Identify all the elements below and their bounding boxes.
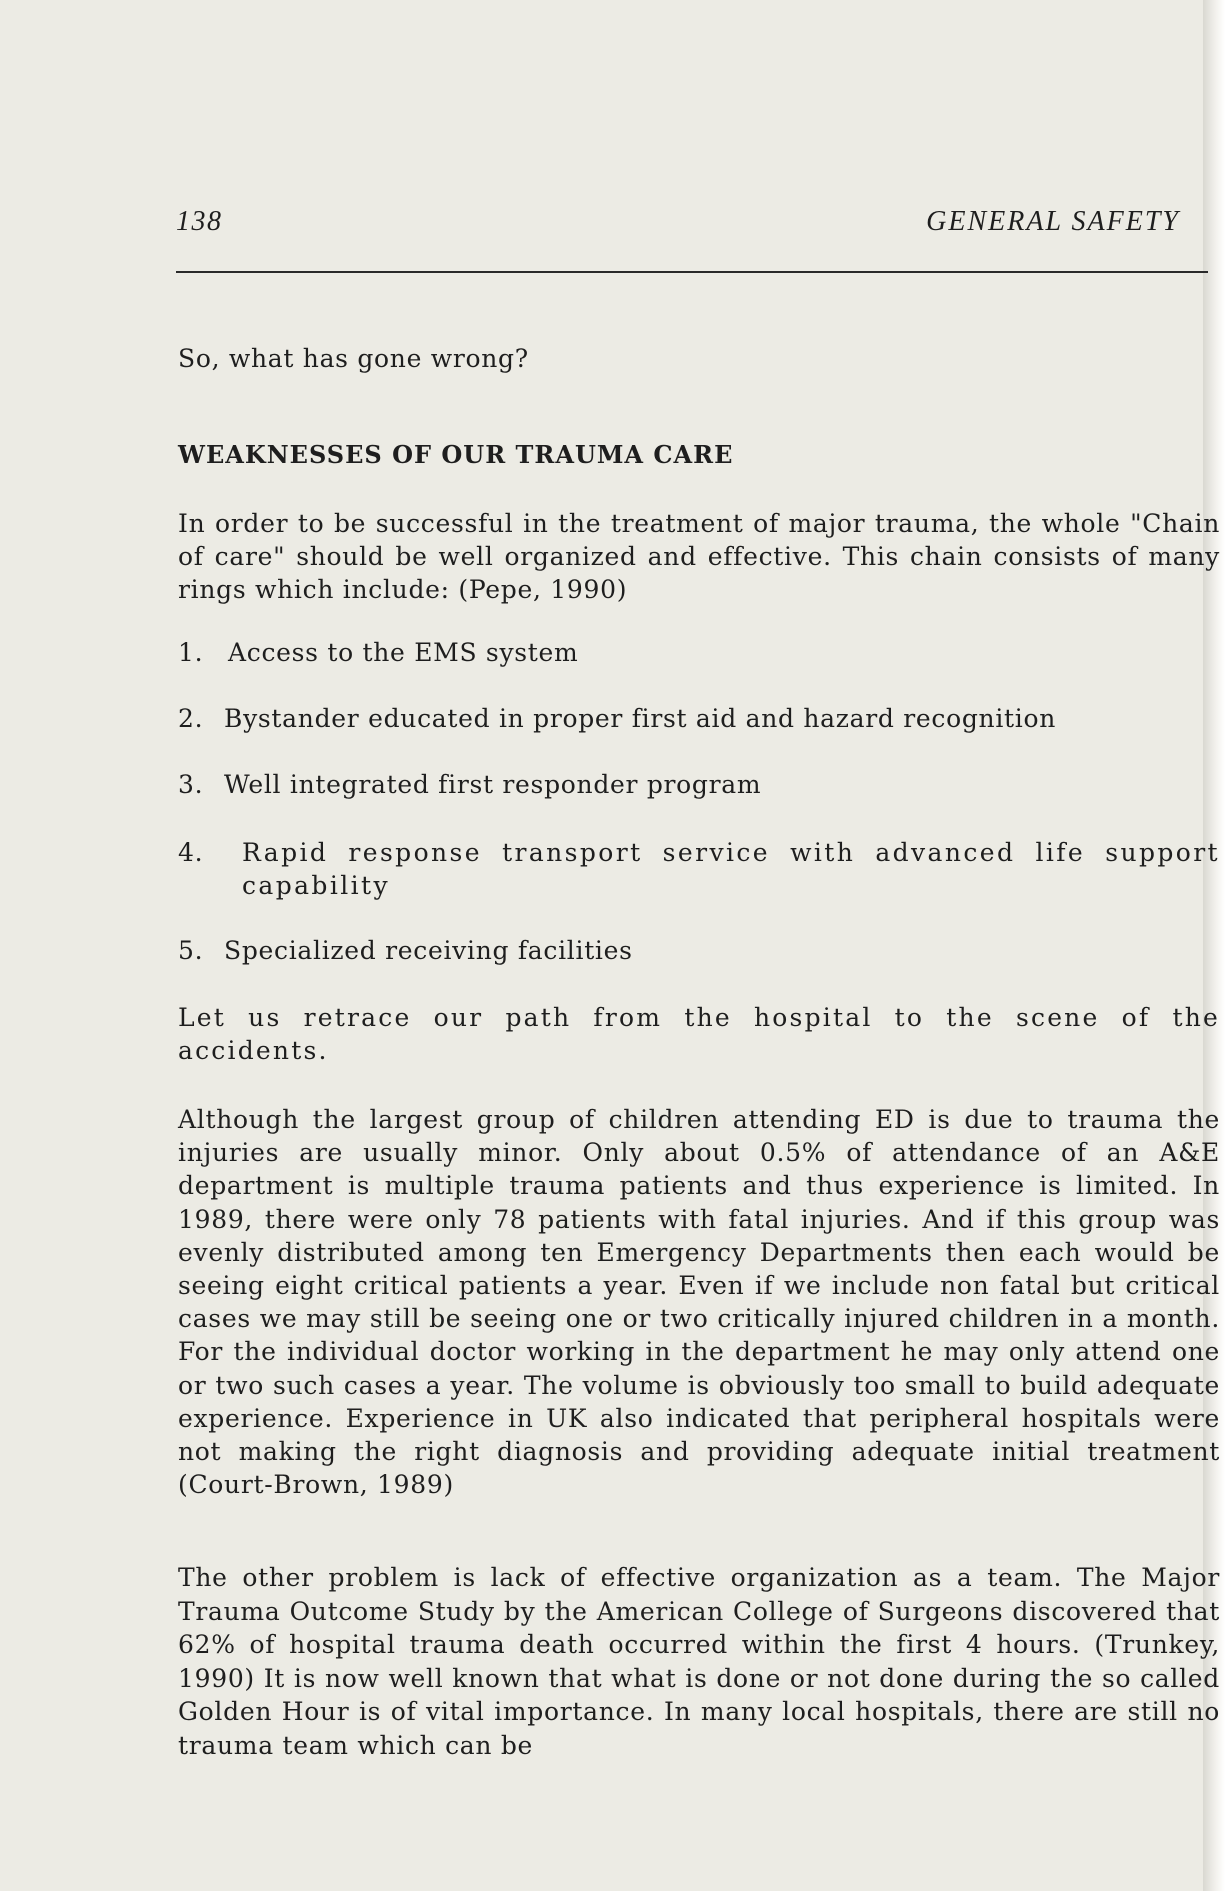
- list-item-number: 2.: [178, 704, 204, 733]
- paragraph-chain-of-care: In order to be successful in the treatment of major trauma, the whole "Chain of care" should be well organized and effective. This chain consists of many rings which include: (Pepe, 1990): [178, 509, 1220, 604]
- list-item-number: 3.: [178, 770, 204, 799]
- paragraph-children-trauma: Although the largest group of children attending ED is due to trauma the injuries are usually minor. Only about 0.5% of attendance of an A&E department is multiple trauma patients and thus experience is limited. In 1989, there were only 78 patients with fatal injuries. And if this group was evenly distributed among ten Emergency Departments then each would be seeing eight critical patients a year. Even if we include non fatal but critical cases we may still be seeing one or two critically injured children in a month. For the individual doctor working in the department he may only attend one or two such cases a year. The volume is obviously too small to build adequate experience. Experience in UK also indicated that peripheral hospitals were not making the right diagnosis and providing adequate initial treatment (Court-Brown, 1989): [178, 1105, 1220, 1500]
- page-number: 138: [176, 206, 223, 237]
- section-heading: WEAKNESSES OF OUR TRAUMA CARE: [178, 440, 734, 469]
- list-item-text: Specialized receiving facilities: [224, 936, 633, 965]
- intro-question: So, what has gone wrong?: [178, 344, 529, 373]
- list-item-number: 5.: [178, 936, 204, 965]
- list-item-number: 1.: [178, 638, 204, 667]
- list-item-text: Bystander educated in proper first aid and hazard recognition: [224, 704, 1057, 733]
- list-item-text: Well integrated first responder program: [224, 770, 762, 799]
- running-header: [176, 206, 1208, 246]
- header-rule: [176, 271, 1208, 273]
- paragraph-team-organization: The other problem is lack of effective organization as a team. The Major Trauma Outcome Study by the American College of Surgeons discovered that 62% of hospital trauma death occurred within the first 4 hours. (Trunkey, 1990) It is now well known that what is done or not done during the so called Golden Hour is of vital importance. In many local hospitals, there are still no trauma team which can be: [178, 1563, 1220, 1760]
- paragraph-retrace: Let us retrace our path from the hospital to the scene of the accidents.: [178, 1003, 1220, 1065]
- list-item-text: Access to the EMS system: [228, 638, 579, 667]
- list-item-number: 4.: [178, 838, 204, 867]
- list-item-text: Rapid response transport service with advanced life support capability: [242, 838, 1220, 900]
- running-title: GENERAL SAFETY: [926, 206, 1180, 237]
